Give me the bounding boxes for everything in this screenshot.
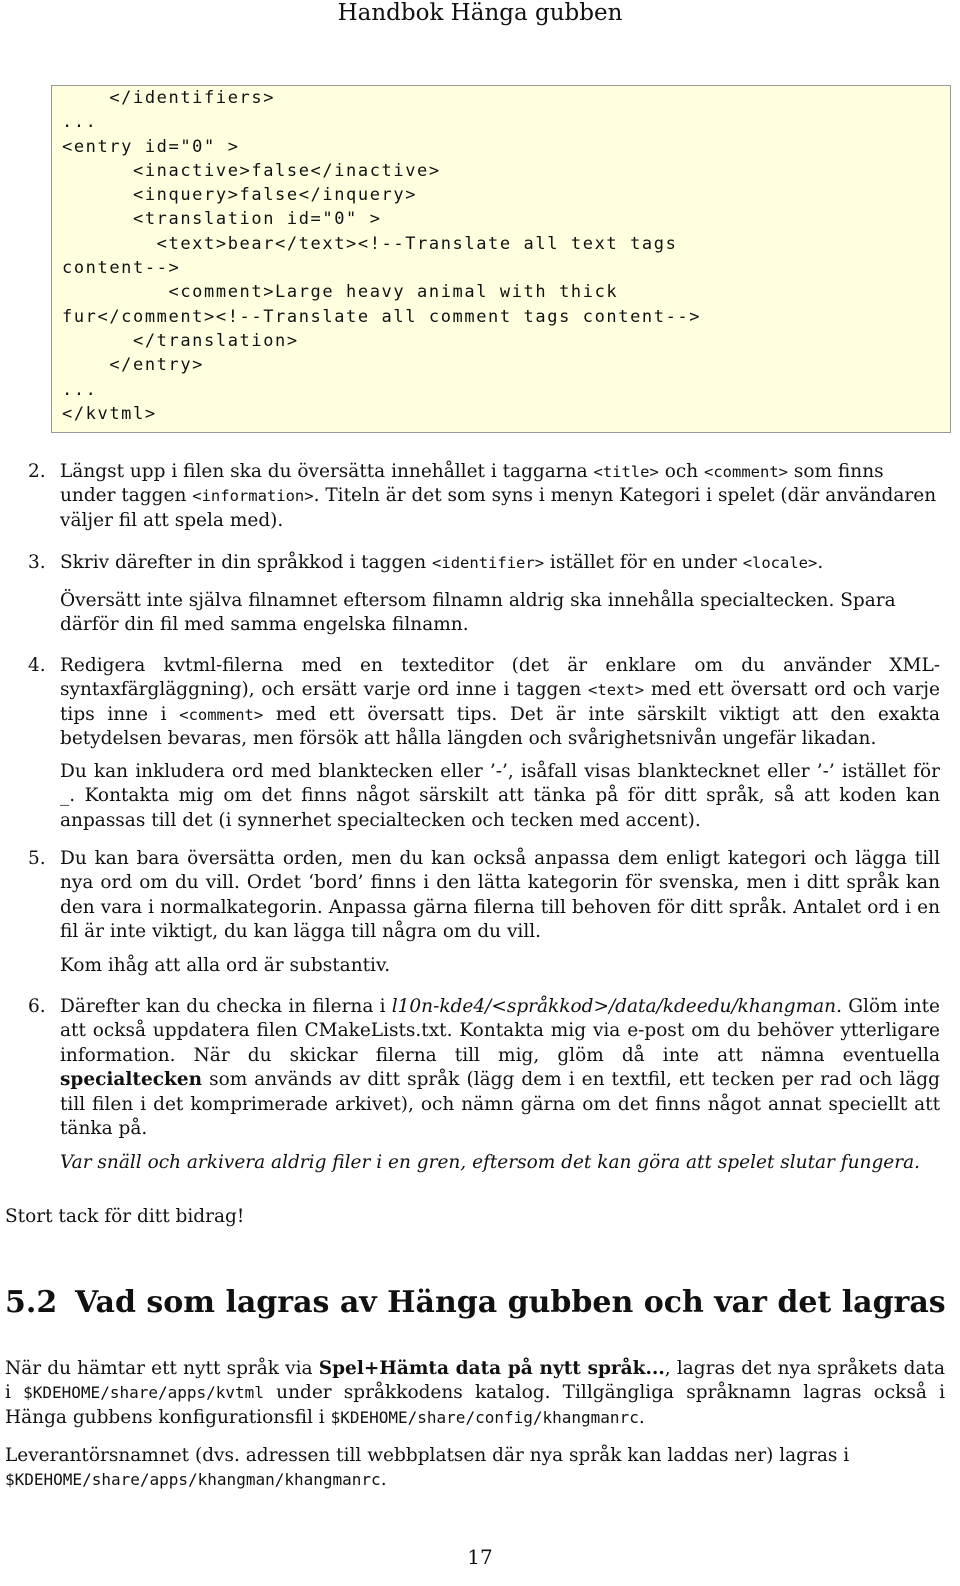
paragraph: Du kan inkludera ord med blanktecken eller ’-’, isåfall visas blanktecknet eller ’-’ istället för _. Kontakta mig om det finns något särskilt att tänka på för ditt språk, så att koden kan anpassas till det (i synnerhet specialtecken och tecken med accent). bbox=[60, 761, 940, 831]
list-number: 5. bbox=[28, 848, 46, 869]
menu-path: Spel+Hämta data på nytt språk... bbox=[318, 1358, 665, 1379]
code-line: ... bbox=[62, 112, 98, 133]
inline-code: <comment> bbox=[704, 463, 788, 481]
running-header: Handbok Hänga gubben bbox=[337, 0, 623, 26]
emphasis: specialtecken bbox=[60, 1069, 203, 1091]
code-line: content--> bbox=[62, 258, 181, 279]
paragraph: Översätt inte själva filnamnet eftersom filnamn aldrig ska innehålla specialtecken. Spara därför din fil med samma engelska filnamn. bbox=[60, 590, 896, 636]
paragraph: Kom ihåg att alla ord är substantiv. bbox=[60, 955, 391, 976]
list-number: 2. bbox=[28, 461, 46, 482]
code-line: ... bbox=[62, 379, 98, 400]
page-number: 17 bbox=[467, 1545, 493, 1569]
code-line: <inquery>false</inquery> bbox=[62, 185, 418, 206]
paragraph: Leverantörsnamnet (dvs. adressen till webbplatsen där nya språk kan laddas ner) lagras i $KDEHOME/share/apps/khangman/khangmanrc. bbox=[5, 1445, 850, 1491]
list-item-2: Längst upp i filen ska du översätta innehållet i taggarna <title> och <comment> som finns under taggen <information>. Titeln är det som syns i menyn Kategori i spelet (där användaren väljer fil att spela med). bbox=[60, 461, 937, 531]
code-line: </entry> bbox=[62, 355, 205, 376]
list-number: 4. bbox=[28, 655, 46, 676]
code-line: <comment>Large heavy animal with thick bbox=[62, 282, 619, 303]
section-title: Vad som lagras av Hänga gubben och var det lagras bbox=[75, 1285, 946, 1320]
code-listing bbox=[62, 86, 701, 426]
paragraph: När du hämtar ett nytt språk via Spel+Hämta data på nytt språk..., lagras det nya språkets data i $KDEHOME/share/apps/kvtml under språkkodens katalog. Tillgängliga språknamn lagras också i Hänga gubbens konfigurationsfil i $KDEHOME/share/config/khangmanrc. bbox=[5, 1358, 945, 1428]
inline-code: <information> bbox=[192, 487, 314, 506]
inline-code: <identifier> bbox=[432, 554, 545, 572]
file-path: $KDEHOME/share/config/khangmanrc bbox=[330, 1407, 639, 1427]
list-number: 6. bbox=[28, 996, 46, 1017]
code-line: <text>bear</text><!--Translate all text tags bbox=[62, 233, 678, 254]
file-path: $KDEHOME/share/apps/kvtml bbox=[23, 1383, 264, 1403]
code-line: <translation id="0" > bbox=[62, 209, 382, 230]
inline-code: <locale> bbox=[742, 554, 818, 572]
thanks-text: Stort tack för ditt bidrag! bbox=[5, 1206, 245, 1227]
file-path: l10n-kde4/<språkkod>/data/kdeedu/khangman bbox=[391, 996, 837, 1017]
code-line: </kvtml> bbox=[62, 403, 157, 424]
inline-code: <text> bbox=[588, 681, 645, 700]
section-number: 5.2 bbox=[5, 1285, 58, 1320]
code-line: <entry id="0" > bbox=[62, 136, 240, 157]
code-line: fur</comment><!--Translate all comment tags content--> bbox=[62, 306, 702, 327]
list-item-4: Redigera kvtml-filerna med en texteditor (det är enklare om du använder XML-syntaxfärgläggning), och ersätt varje ord inne i taggen <text> med ett översatt ord och varje tips inne i <comment> med ett översatt tips. Det är inte särskilt viktigt att den exakta betydelsen bevaras, men försök att hålla längden och svårighetsnivån ungefär likadan. bbox=[60, 655, 940, 750]
warning-note: Var snäll och arkivera aldrig filer i en gren, eftersom det kan göra att spelet slutar fungera. bbox=[60, 1152, 920, 1173]
code-block bbox=[51, 85, 951, 433]
list-number: 3. bbox=[28, 552, 46, 573]
code-line: </translation> bbox=[62, 330, 299, 351]
list-item-6: Därefter kan du checka in filerna i l10n-kde4/<språkkod>/data/kdeedu/khangman. Glöm inte att också uppdatera filen CMakeLists.txt. Kontakta mig via e-post om du behöver ytterligare information. När du skickar filerna till mig, glöm då inte att nämna eventuella specialtecken som används av ditt språk (lägg dem i en textfil, ett tecken per rad och lägg till filen i det komprimerade arkivet), och nämn gärna om det finns något annat speciellt att tänka på. bbox=[60, 996, 940, 1140]
code-line: <inactive>false</inactive> bbox=[62, 160, 441, 181]
section-heading bbox=[5, 1283, 946, 1323]
inline-code: <title> bbox=[593, 463, 659, 481]
file-path: $KDEHOME/share/apps/khangman/khangmanrc bbox=[5, 1470, 381, 1490]
inline-code: <comment> bbox=[179, 705, 264, 724]
list-item-3: Skriv därefter in din språkkod i taggen <identifier> istället för en under <locale>. bbox=[60, 552, 824, 573]
list-item-5: Du kan bara översätta orden, men du kan också anpassa dem enligt kategori och lägga till nya ord om du vill. Ordet ‘bord’ finns i den lätta kategorin för svenska, men i ditt språk kan den vara i normalkategorin. Anpassa gärna filerna till behoven för ditt språk. Antalet ord i en fil är inte viktigt, du kan lägga till några om du vill. bbox=[60, 848, 940, 943]
code-line: </identifiers> bbox=[62, 88, 276, 108]
